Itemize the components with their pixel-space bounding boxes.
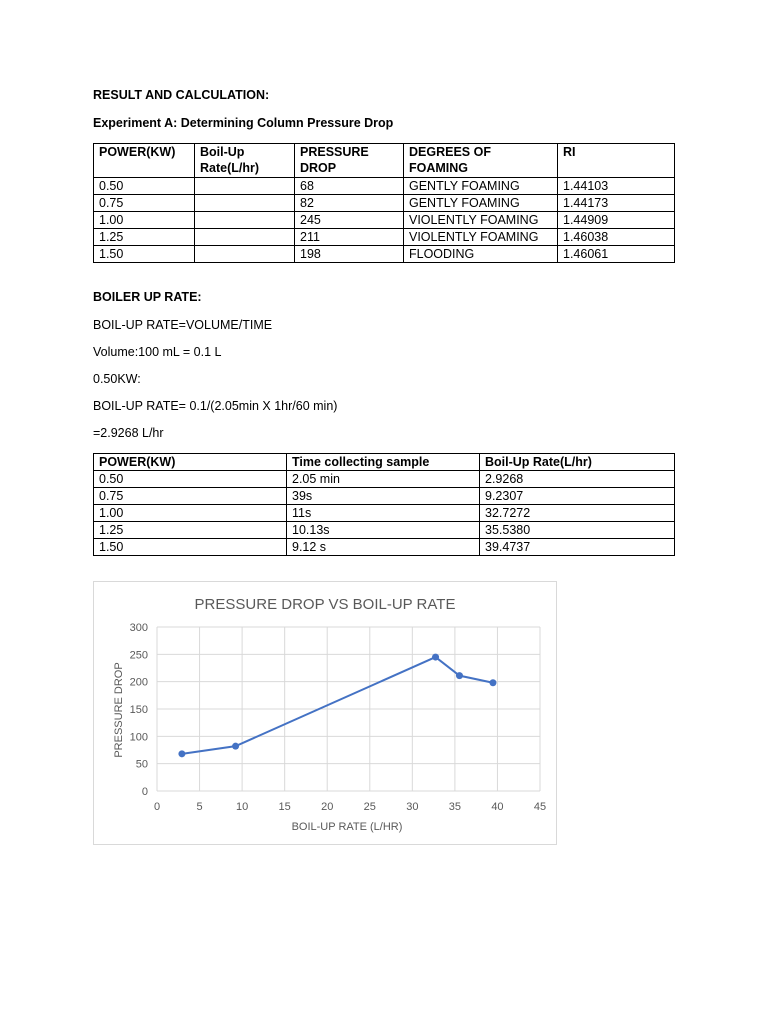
x-tick-label: 25	[363, 801, 376, 813]
x-axis-label: BOIL-UP RATE (L/HR)	[291, 821, 403, 833]
table-cell	[195, 178, 295, 195]
series-line	[182, 657, 493, 754]
table-cell: 10.13s	[287, 522, 480, 539]
y-axis-label: PRESSURE DROP	[113, 662, 125, 758]
x-tick-label: 30	[406, 801, 419, 813]
chart-grid	[157, 627, 540, 791]
chart-title: PRESSURE DROP VS BOIL-UP RATE	[194, 596, 456, 613]
table-cell: 35.5380	[480, 522, 675, 539]
table-cell: 1.44103	[558, 178, 675, 195]
table-cell: 32.7272	[480, 505, 675, 522]
data-point	[456, 672, 463, 679]
table-cell: 2.05 min	[287, 471, 480, 488]
header-cell: RI	[558, 144, 675, 178]
table-cell: 211	[295, 229, 404, 246]
x-tick-labels	[154, 801, 546, 813]
table-row	[94, 505, 675, 522]
table-cell: 1.46061	[558, 246, 675, 263]
y-tick-label: 250	[129, 649, 148, 662]
table-header-row	[94, 144, 675, 178]
boiler-up-rate-heading: BOILER UP RATE:	[93, 290, 202, 304]
table-cell: 9.2307	[480, 488, 675, 505]
x-tick-label: 35	[448, 801, 462, 813]
table-cell: 1.44909	[558, 212, 675, 229]
y-tick-label: 50	[135, 758, 148, 771]
table-cell: 0.75	[94, 195, 195, 212]
x-tick-label: 45	[533, 801, 547, 813]
header-cell: Time collecting sample	[287, 454, 480, 471]
experiment-title: Experiment A: Determining Column Pressure Drop	[93, 116, 394, 130]
result-text: =2.9268 L/hr	[93, 426, 164, 440]
table-cell: 1.00	[94, 505, 287, 522]
chart-frame	[93, 581, 557, 845]
table-cell: 0.50	[94, 178, 195, 195]
table-cell	[195, 195, 295, 212]
pressure-drop-table	[93, 143, 675, 263]
table-cell: 68	[295, 178, 404, 195]
table-row	[94, 246, 675, 263]
table-cell: 0.75	[94, 488, 287, 505]
table-row	[94, 471, 675, 488]
header-cell: Boil-Up Rate(L/hr)	[480, 454, 675, 471]
table-header-row	[94, 454, 675, 471]
table-cell	[195, 229, 295, 246]
table-cell: 198	[295, 246, 404, 263]
table-cell: 2.9268	[480, 471, 675, 488]
y-tick-labels	[130, 622, 148, 798]
table-cell: 1.50	[94, 246, 195, 263]
table-cell: GENTLY FOAMING	[404, 178, 558, 195]
table-cell: GENTLY FOAMING	[404, 195, 558, 212]
pressure-drop-chart	[94, 582, 556, 844]
header-cell: POWER(KW)	[94, 454, 287, 471]
data-point	[432, 654, 439, 661]
table-cell: 11s	[287, 505, 480, 522]
table-cell: 82	[295, 195, 404, 212]
y-tick-label: 200	[129, 676, 148, 689]
y-tick-label: 0	[141, 786, 148, 798]
data-point	[232, 743, 239, 750]
table-cell: VIOLENTLY FOAMING	[404, 212, 558, 229]
volume-text: Volume:100 mL = 0.1 L	[93, 345, 222, 359]
boil-up-rate-table	[93, 453, 675, 556]
header-cell: Boil-Up Rate(L/hr)	[195, 144, 295, 178]
table-cell: 9.12 s	[287, 539, 480, 556]
table-row	[94, 522, 675, 539]
x-tick-label: 0	[153, 801, 161, 813]
heading: RESULT AND CALCULATION:	[93, 88, 270, 102]
table-row	[94, 229, 675, 246]
y-tick-label: 150	[129, 704, 148, 716]
power-label: 0.50KW:	[93, 372, 141, 386]
header-cell: PRESSURE DROP	[295, 144, 404, 178]
header-cell: DEGREES OF FOAMING	[404, 144, 558, 178]
header-cell: POWER(KW)	[94, 144, 195, 178]
table-cell: 1.25	[94, 229, 195, 246]
table-cell: 1.25	[94, 522, 287, 539]
x-tick-label: 5	[196, 801, 203, 813]
table-row	[94, 195, 675, 212]
x-tick-label: 15	[278, 801, 291, 813]
table-cell: 1.50	[94, 539, 287, 556]
table-cell: 1.44173	[558, 195, 675, 212]
chart-series	[178, 654, 496, 758]
formula-text: BOIL-UP RATE=VOLUME/TIME	[93, 318, 273, 332]
table-row	[94, 178, 675, 195]
table-cell: VIOLENTLY FOAMING	[404, 229, 558, 246]
x-tick-label: 10	[235, 801, 249, 813]
y-tick-label: 100	[129, 731, 148, 744]
table-cell: FLOODING	[404, 246, 558, 263]
data-point	[178, 750, 185, 757]
calculation-text: BOIL-UP RATE= 0.1/(2.05min X 1hr/60 min)	[93, 399, 338, 413]
table-cell: 245	[295, 212, 404, 229]
y-tick-label: 300	[129, 622, 148, 634]
table-cell: 1.00	[94, 212, 195, 229]
table-cell	[195, 212, 295, 229]
table-row	[94, 539, 675, 556]
table-cell: 39s	[287, 488, 480, 505]
table-row	[94, 488, 675, 505]
data-point	[489, 679, 496, 686]
table-cell	[195, 246, 295, 263]
x-tick-label: 20	[321, 801, 334, 813]
table-cell: 39.4737	[480, 539, 675, 556]
table-cell: 0.50	[94, 471, 287, 488]
x-tick-label: 40	[491, 801, 504, 813]
table-cell: 1.46038	[558, 229, 675, 246]
table-row	[94, 212, 675, 229]
